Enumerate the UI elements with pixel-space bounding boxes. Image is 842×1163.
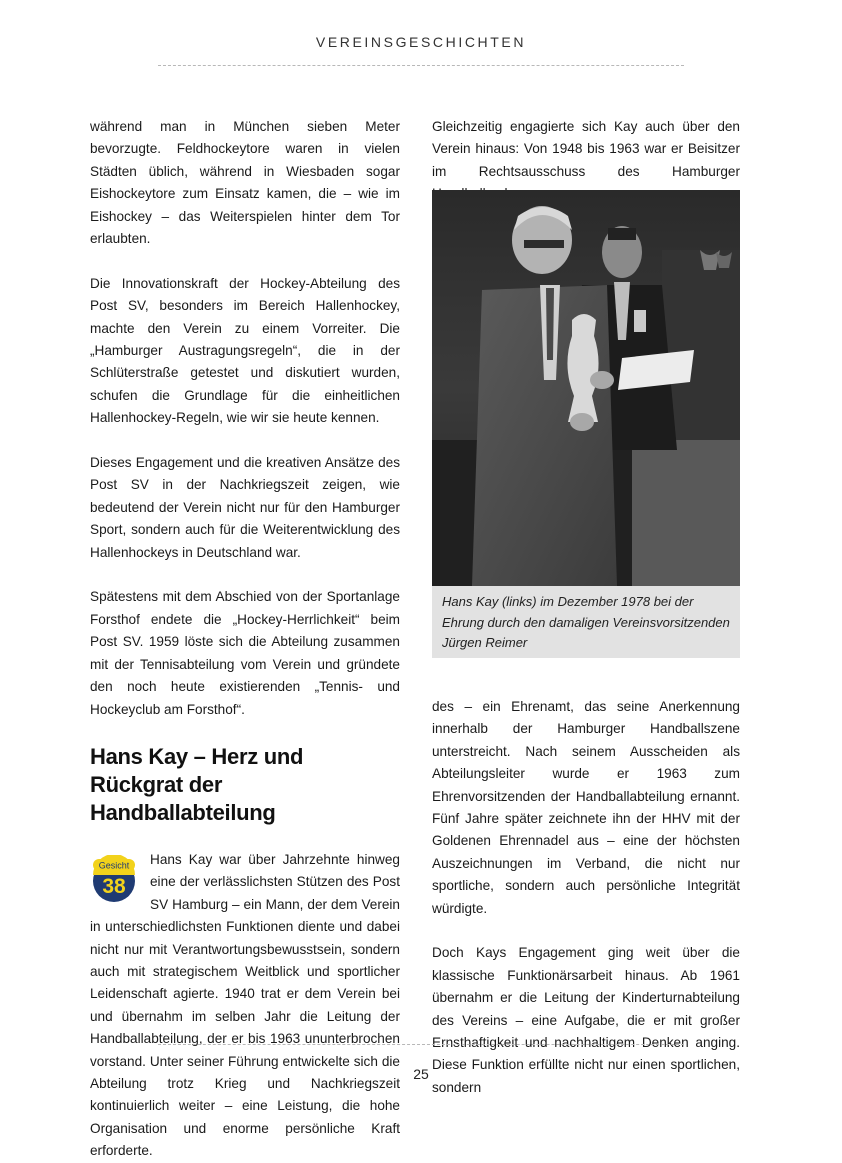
photo-caption: Hans Kay (links) im Dezember 1978 bei der Ehrung durch den damaligen Vereinsvorsitzenden Jürgen Reimer xyxy=(442,594,730,650)
body-paragraph: während man in München sieben Meter bevorzugte. Feldhockeytore waren in vielen Städten üblich, während in Wiesbaden sogar Eishockeytore zum Einsatz kamen, die – wie im Eishockey – das Weiterspielen hinter dem Tor erlaubten. xyxy=(90,119,400,247)
body-paragraph: Gleichzeitig engagierte sich Kay auch über den Verein hinaus: Von 1948 bis 1963 war er Beisitzer im Rechtsausschuss des Hamburger xyxy=(432,119,740,179)
right-column-bottom xyxy=(432,696,740,1099)
section-body xyxy=(90,849,400,1163)
badge-number: 38 xyxy=(102,874,126,898)
page-number: 25 xyxy=(413,1066,429,1082)
gesicht-badge xyxy=(90,855,138,903)
section-heading: Hans Kay – Herz und Rückgrat der Handballabteilung xyxy=(90,743,304,825)
photo-figure xyxy=(432,190,740,658)
footer-divider xyxy=(158,1044,684,1045)
body-paragraph: Spätestens mit dem Abschied von der Sportanlage Forsthof endete die „Hockey-Herrlichkeit“ beim Post SV. 1959 löste sich die Abteilung zusammen mit der Tennisabteilung vom Verein und gründete den noch heute existierenden „Tennis- und Hockeyclub am Forsthof“. xyxy=(90,589,400,717)
body-paragraph: Doch Kays Engagement ging weit über die klassische Funktionärsarbeit hinaus. Ab 1961 übernahm er die Leitung der Kinderturnabteilung des Vereins – eine Aufgabe, die er mit großer Ernsthaftigkeit und nachhaltigem Denken anging. Diese Funktion erfüllte nicht nur einen sportlichen, sondern xyxy=(432,945,740,1095)
running-header: VEREINSGESCHICHTEN xyxy=(315,34,527,50)
historic-photo xyxy=(432,190,740,586)
body-paragraph: Die Innovationskraft der Hockey-Abteilung des Post SV, besonders im Bereich Hallenhockey, machte den Verein zu einem Vorreiter. Die „Hamburger Austragungsregeln“, die in der Schlüterstraße getestet und diskutiert wurden, schufen die Grundlage für die einheitlichen Hallenhockey-Regeln, wie wir sie heute kennen. xyxy=(90,275,400,426)
body-paragraph: Dieses Engagement und die kreativen Ansätze des Post SV in der Nachkriegszeit zeigen, wie bedeutend der Verein nicht nur für den Hamburger Sport, sondern auch für die Weiterentwicklung des Hallenhockeys in Deutschland war. xyxy=(90,455,400,560)
header-divider xyxy=(158,65,684,66)
badge-icon xyxy=(90,855,138,903)
photo-caption-box xyxy=(432,586,740,658)
left-column xyxy=(90,116,400,1163)
badge-label: Gesicht xyxy=(98,860,130,871)
section-paragraph: Hans Kay war über Jahrzehnte hinweg eine der verlässlichsten Stützen des Post SV Hamburg – ein Mann, der dem Verein in unterschiedlichsten Funktionen diente und dabei nicht nur mit Verantwortungsbewusstsein, sondern auch mit strategischem Weitblick und sportlicher Leidenschaft agierte. 1940 trat er dem Verein bei und übernahm im selben Jahr die Leitung der Handballabteilung, der er bis 1963 ununterbrochen vorstand. Unter seiner Führung entwickelte sich die Abteilung trotz Krieg und Nachkriegszeit kontinuierlich weiter – eine Leistung, die hohe Organisation und enorme persönliche Kraft erforderte. xyxy=(90,851,400,1159)
body-paragraph: des – ein Ehrenamt, das seine Anerkennung innerhalb der Hamburger Handballszene unterstreicht. Nach seinem Ausscheiden als Abteilungsleiter wurde er 1963 zum Ehrenvorsitzenden der Handballabteilung ernannt. Fünf Jahre später zeichnete ihn der HHV mit der Goldenen Ehrennadel aus – eine der höchsten Auszeichnungen im Verband, die nicht nur sportliche, sondern auch persönliche Integrität würdigte. xyxy=(432,699,740,916)
